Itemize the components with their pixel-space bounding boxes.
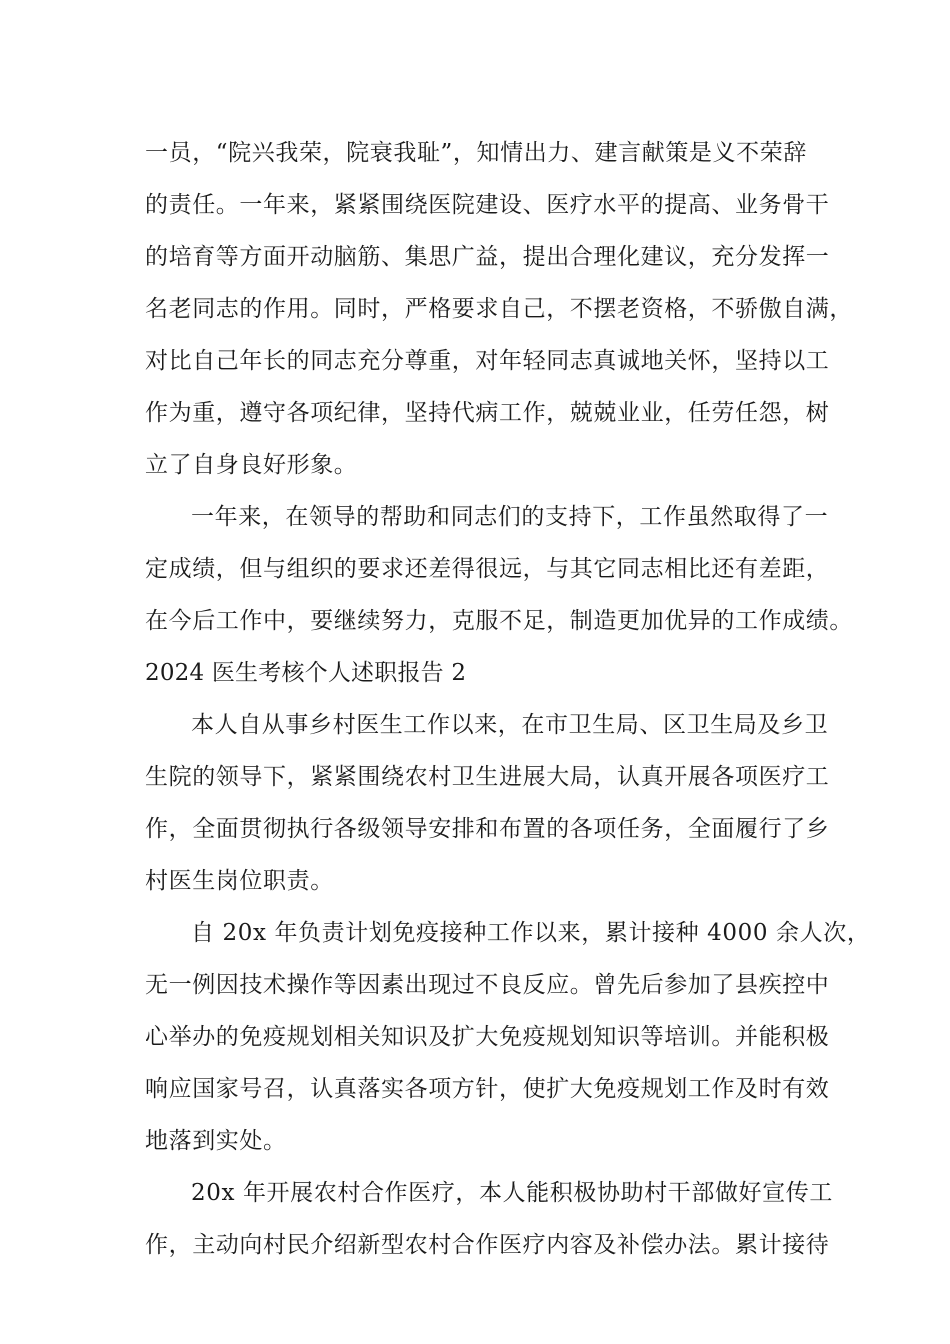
text-line: 生院的领导下，紧紧围绕农村卫生进展大局，认真开展各项医疗工 <box>145 764 830 790</box>
paragraph-first-line: 20x 年开展农村合作医疗，本人能积极协助村干部做好宣传工 <box>191 1180 833 1206</box>
text-line: 的责任。一年来，紧紧围绕医院建设、医疗水平的提高、业务骨干 <box>145 192 830 218</box>
text-line: 地落到实处。 <box>145 1128 287 1154</box>
text-line: 心举办的免疫规划相关知识及扩大免疫规划知识等培训。并能积极 <box>145 1024 830 1050</box>
text-line: 作，全面贯彻执行各级领导安排和布置的各项任务，全面履行了乡 <box>145 816 830 842</box>
text-line: 响应国家号召，认真落实各项方针，使扩大免疫规划工作及时有效 <box>145 1076 830 1102</box>
text-line: 一员，“院兴我荣，院衰我耻”，知情出力、建言献策是义不荣辞 <box>145 140 807 166</box>
text-line: 无一例因技术操作等因素出现过不良反应。曾先后参加了县疾控中 <box>145 972 830 998</box>
text-line: 立了自身良好形象。 <box>145 452 358 478</box>
text-line: 作为重，遵守各项纪律，坚持代病工作，兢兢业业，任劳任怨，树 <box>145 400 830 426</box>
paragraph-first-line: 一年来，在领导的帮助和同志们的支持下，工作虽然取得了一 <box>191 504 829 530</box>
text-line: 的培育等方面开动脑筋、集思广益，提出合理化建议，充分发挥一 <box>145 244 830 270</box>
section-heading: 2024 医生考核个人述职报告 2 <box>145 660 467 686</box>
text-line: 名老同志的作用。同时，严格要求自己，不摆老资格，不骄傲自满， <box>145 296 853 322</box>
text-line: 村医生岗位职责。 <box>145 868 334 894</box>
text-line: 在今后工作中，要继续努力，克服不足，制造更加优异的工作成绩。 <box>145 608 853 634</box>
paragraph-first-line: 自 20x 年负责计划免疫接种工作以来，累计接种 4000 余人次， <box>191 920 871 946</box>
text-line: 作，主动向村民介绍新型农村合作医疗内容及补偿办法。累计接待 <box>145 1232 830 1258</box>
paragraph-first-line: 本人自从事乡村医生工作以来，在市卫生局、区卫生局及乡卫 <box>191 712 829 738</box>
text-line: 定成绩，但与组织的要求还差得很远，与其它同志相比还有差距， <box>145 556 830 582</box>
document-body <box>145 127 871 1271</box>
text-line: 对比自己年长的同志充分尊重，对年轻同志真诚地关怀，坚持以工 <box>145 348 830 374</box>
